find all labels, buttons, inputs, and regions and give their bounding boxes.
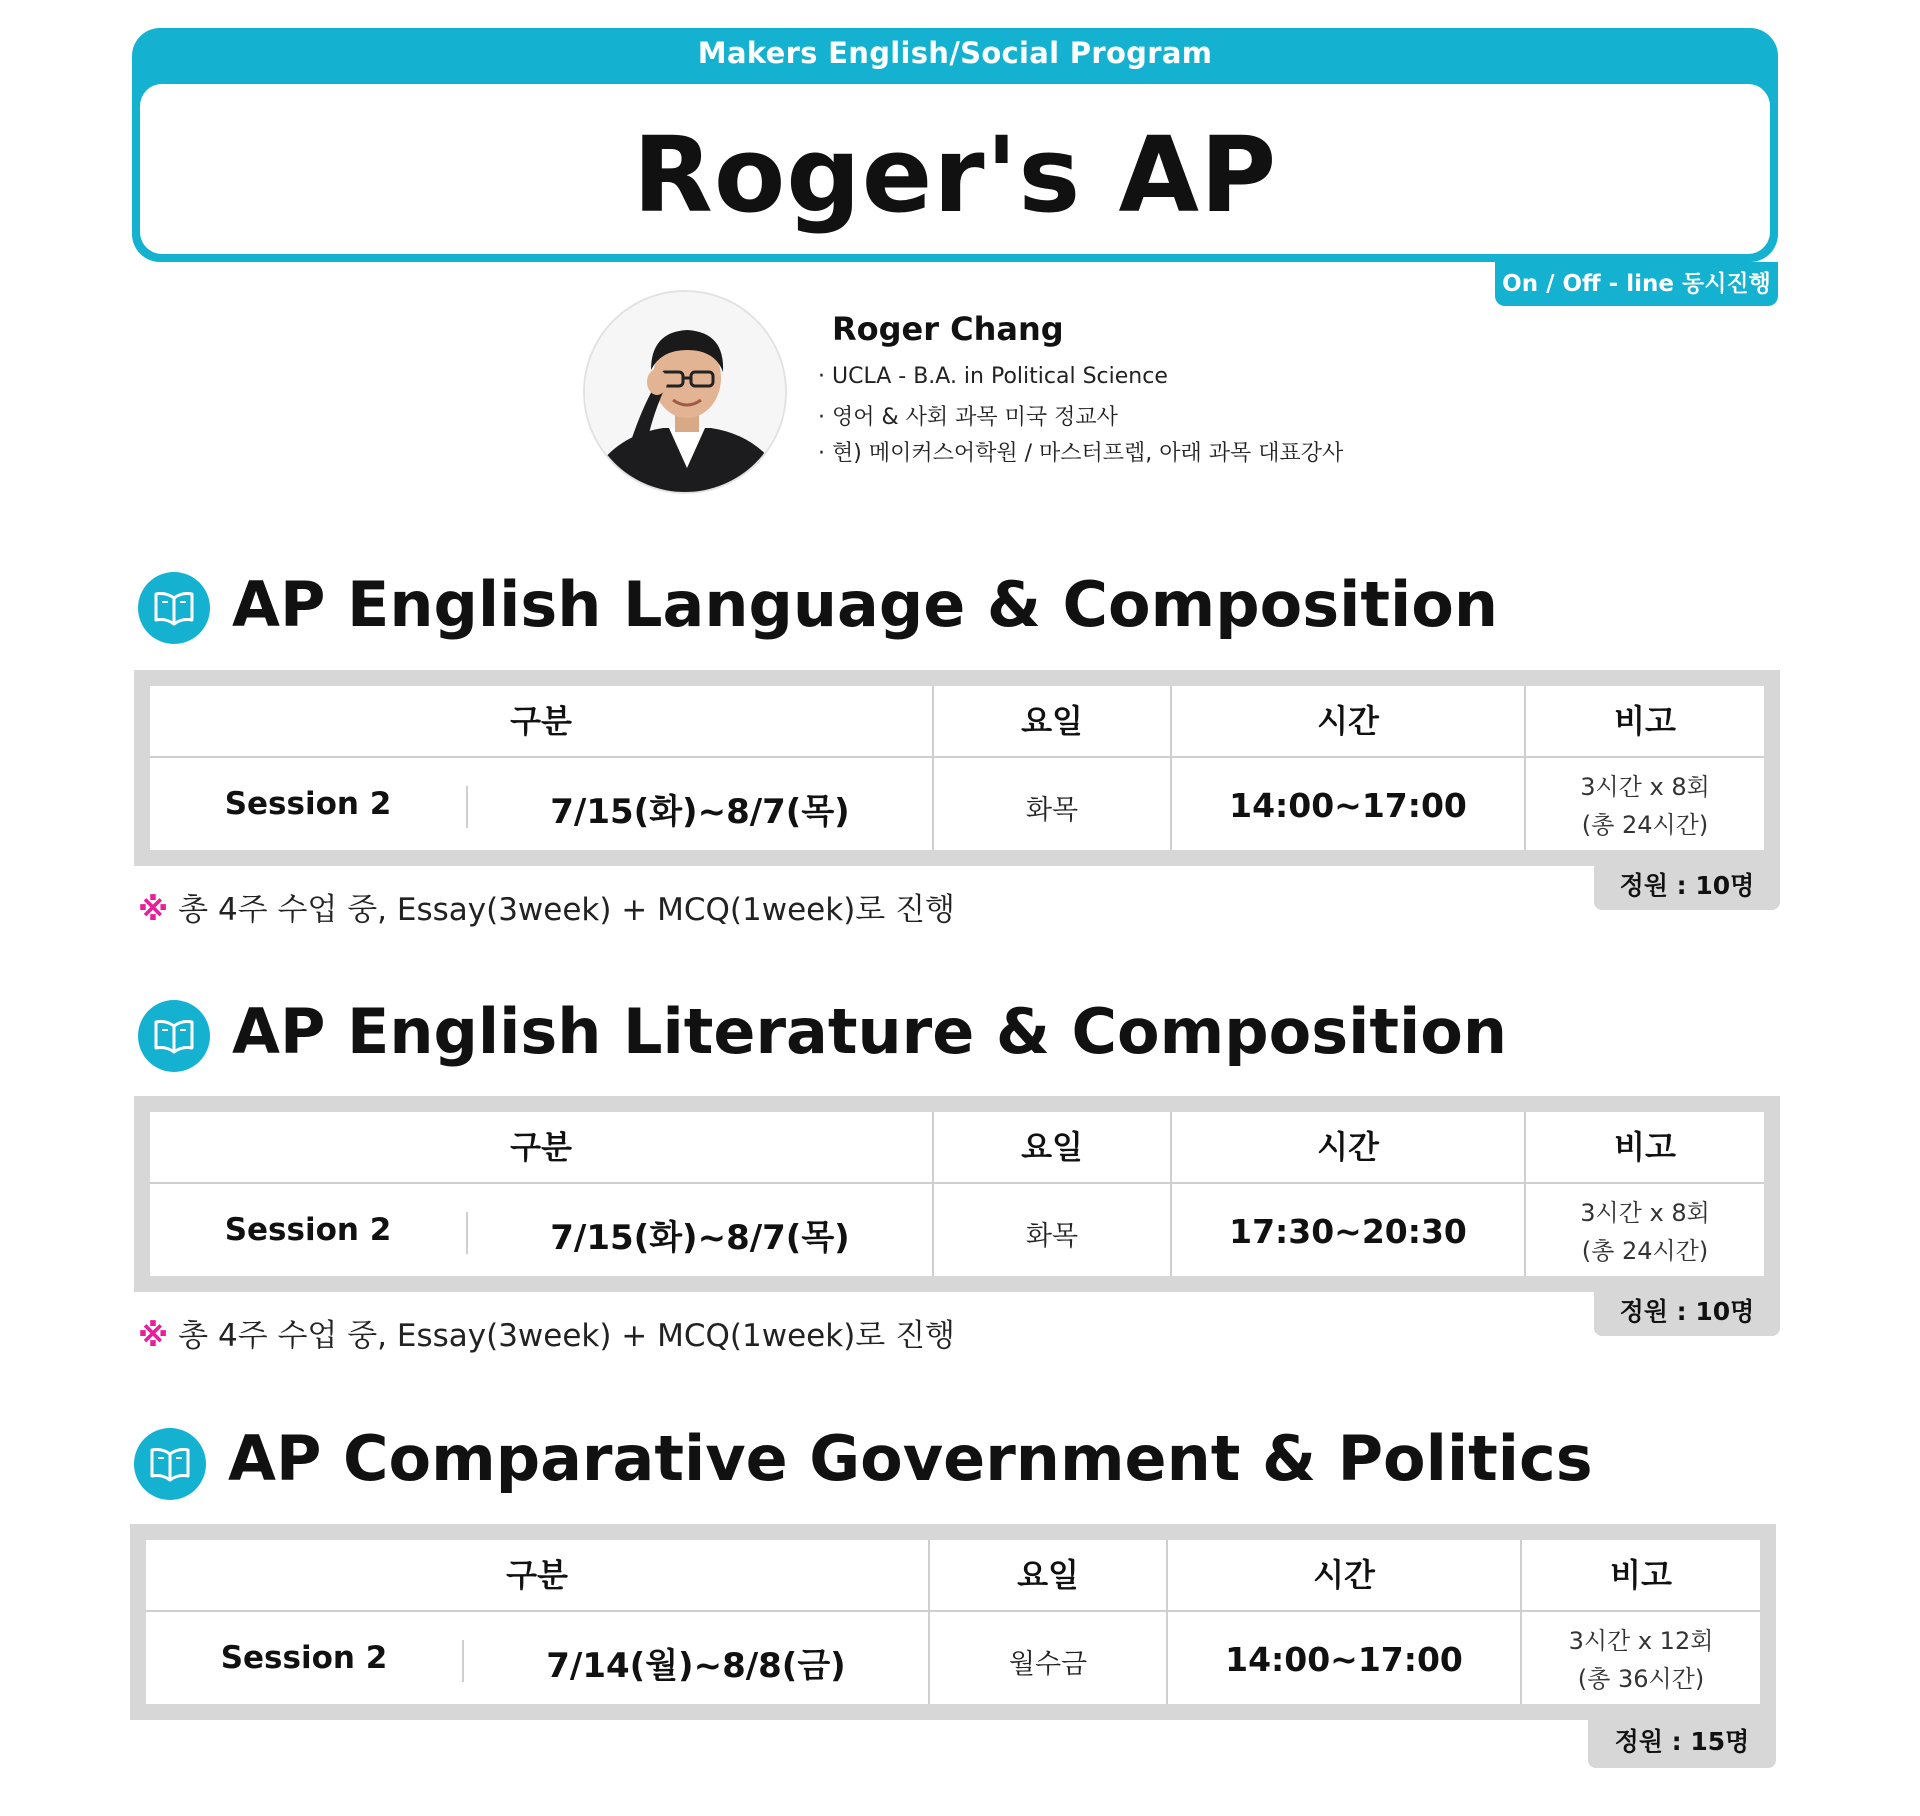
instructor-bio-line: · UCLA - B.A. in Political Science [818, 364, 1168, 389]
class-time: 14:00~17:00 [1225, 1640, 1463, 1679]
open-book-icon [138, 572, 210, 644]
col-header-note: 비고 [1610, 1556, 1672, 1594]
open-book-icon [138, 1000, 210, 1072]
reference-mark: ※ [138, 892, 169, 928]
capacity-badge: 정원 : 10명 [1594, 1292, 1780, 1336]
class-days: 화목 [1025, 1221, 1079, 1252]
banner-title-box [140, 84, 1770, 254]
note-total-hours: (총 36시간) [1577, 1665, 1705, 1693]
schedule-table [134, 1096, 1780, 1292]
class-days: 화목 [1025, 795, 1079, 826]
online-offline-tab: On / Off - line 동시진행 [1495, 262, 1778, 306]
column-divider [1166, 1540, 1168, 1704]
col-header-category: 구분 [510, 702, 572, 740]
column-divider [1170, 1112, 1172, 1276]
session-label: Session 2 [224, 786, 392, 822]
header-divider [150, 756, 1764, 758]
header-banner [132, 28, 1778, 262]
class-days: 월수금 [1008, 1649, 1088, 1680]
table-body [146, 1540, 1760, 1704]
note-total-hours: (총 24시간) [1581, 811, 1709, 839]
footnote-text: 총 4주 수업 중, Essay(3week) + MCQ(1week)로 진행 [178, 892, 955, 928]
open-book-icon [134, 1428, 206, 1500]
date-range: 7/14(월)~8/8(금) [546, 1646, 846, 1686]
note-sessions: 3시간 x 8회 [1580, 1199, 1710, 1227]
col-header-category: 구분 [510, 1128, 572, 1166]
course-title: AP English Literature & Composition [232, 995, 1507, 1068]
header-divider [146, 1610, 1760, 1612]
person-photo-icon [585, 292, 787, 494]
table-body [150, 1112, 1764, 1276]
instructor-name: Roger Chang [832, 310, 1064, 348]
session-label: Session 2 [224, 1212, 392, 1248]
col-header-note: 비고 [1614, 1128, 1676, 1166]
capacity-badge: 정원 : 10명 [1594, 866, 1780, 910]
course-title: AP Comparative Government & Politics [228, 1422, 1593, 1495]
instructor-bio-line: · 현) 메이커스어학원 / 마스터프렙, 아래 과목 대표강사 [818, 436, 1343, 467]
col-header-days: 요일 [1021, 1128, 1083, 1166]
reference-mark: ※ [138, 1318, 169, 1354]
schedule-table [134, 670, 1780, 866]
capacity-badge: 정원 : 15명 [1588, 1720, 1776, 1768]
footnote-text: 총 4주 수업 중, Essay(3week) + MCQ(1week)로 진행 [178, 1318, 955, 1354]
page-title: Roger's AP [632, 114, 1278, 236]
col-header-category: 구분 [506, 1556, 568, 1594]
col-header-days: 요일 [1021, 702, 1083, 740]
col-header-days: 요일 [1017, 1556, 1079, 1594]
col-header-time: 시간 [1313, 1556, 1375, 1594]
col-header-time: 시간 [1317, 702, 1379, 740]
col-header-note: 비고 [1614, 702, 1676, 740]
note-sessions: 3시간 x 8회 [1580, 773, 1710, 801]
course-title: AP English Language & Composition [232, 568, 1498, 641]
column-divider [1170, 686, 1172, 850]
session-label: Session 2 [220, 1640, 388, 1676]
col-header-time: 시간 [1317, 1128, 1379, 1166]
instructor-bio-line: · 영어 & 사회 과목 미국 정교사 [818, 400, 1118, 431]
header-divider [150, 1182, 1764, 1184]
table-body [150, 686, 1764, 850]
instructor-avatar [583, 290, 787, 494]
program-subtitle: Makers English/Social Program [697, 36, 1213, 70]
schedule-table [130, 1524, 1776, 1720]
date-range: 7/15(화)~8/7(목) [550, 792, 850, 832]
note-total-hours: (총 24시간) [1581, 1237, 1709, 1265]
course-footnote [138, 1310, 955, 1355]
course-footnote [138, 884, 955, 929]
class-time: 14:00~17:00 [1229, 786, 1467, 825]
class-time: 17:30~20:30 [1229, 1212, 1467, 1251]
note-sessions: 3시간 x 12회 [1568, 1627, 1714, 1655]
date-range: 7/15(화)~8/7(목) [550, 1218, 850, 1258]
